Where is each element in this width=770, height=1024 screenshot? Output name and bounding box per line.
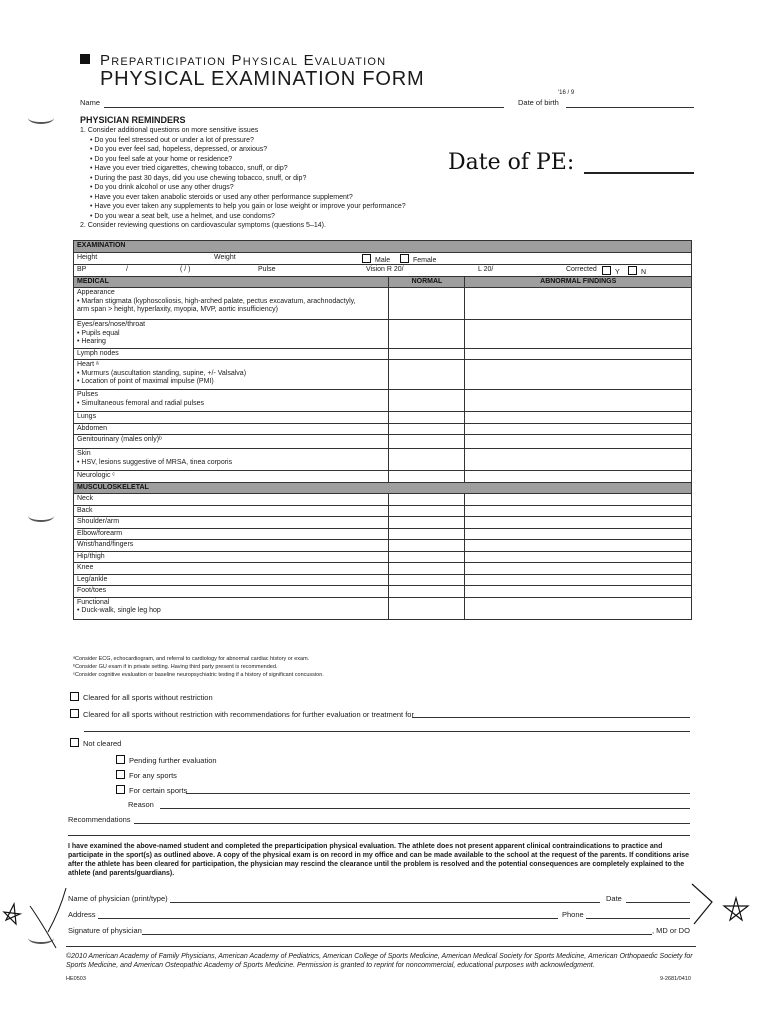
exam-row-label: Back [74,505,389,517]
row-detail: • Marfan stigmata (kyphoscoliosis, high-arched palate, pectus excavatum, arachnodactyly, [77,297,356,305]
female-checkbox[interactable] [400,254,409,263]
bullet-square-icon [80,54,90,64]
row-title: Pulses [77,391,99,398]
normal-cell[interactable] [389,348,465,360]
normal-cell[interactable] [389,390,465,412]
exam-row-label [74,320,389,349]
row-detail: arm span > height, hyperlaxity, myopia, MVP, aortic insufficiency) [77,306,278,313]
name-field[interactable] [104,107,504,108]
reminder-bullet: • Do you ever feel sad, hopeless, depressed, or anxious? [90,146,268,153]
musculoskeletal-header: MUSCULOSKELETAL [74,482,692,494]
normal-cell[interactable] [389,528,465,540]
handwritten-date-of-pe: Date of PE: [448,150,575,175]
phone-field[interactable] [586,918,690,919]
exam-row-label [74,449,389,471]
exam-row-label: Lymph nodes [74,348,389,360]
exam-row-label: Lungs [74,412,389,424]
reason-label-wrap [128,800,154,809]
cleared-with-recs-checkbox[interactable] [70,709,79,718]
form-title: PHYSICAL EXAMINATION FORM [100,68,425,90]
abnormal-cell[interactable] [465,449,692,471]
dob-label: Date of birth [518,98,559,107]
exam-row-label: Hip/thigh [74,551,389,563]
abnormal-cell[interactable] [465,435,692,449]
pulse-label: Pulse [258,265,276,273]
recommendations-line[interactable] [134,823,690,824]
exam-row-label: Elbow/forearm [74,528,389,540]
cleared-checkbox[interactable] [70,692,79,701]
medical-header: MEDICAL [74,276,389,288]
reminder-item: 2. Consider reviewing questions on cardiovascular symptoms (questions 5–14). [80,222,326,229]
signature-label: Signature of physician [68,926,142,935]
pending-label: Pending further evaluation [129,756,217,765]
copyright-notice: ©2010 American Academy of Family Physicians, American Academy of Pediatrics, American College of Sports Medicine, American Medical Society for Sports Medicine, American Orthopaedic Society for Sports Medicine, and American Osteopathic Academy of Sports Medicine. Permission is granted to reprint for noncommercial, educational purposes with acknowledgment. [66,953,693,969]
cleared-recs-line-2[interactable] [84,731,690,732]
certain-sports-line[interactable] [186,793,690,794]
corrected-no-checkbox[interactable] [628,266,637,275]
recommendations-label-wrap [68,815,131,824]
row-detail: • Murmurs (auscultation standing, supine, +/- Valsalva) [77,369,247,377]
normal-cell[interactable] [389,320,465,349]
normal-cell[interactable] [389,517,465,529]
reminder-bullet: • Do you wear a seat belt, use a helmet, and use condoms? [90,212,275,220]
physician-name-field[interactable] [170,902,600,903]
certain-sports-checkbox[interactable] [116,785,125,794]
any-sports-label: For any sports [129,771,177,780]
date-of-pe-line[interactable] [584,172,694,174]
row-detail: • Duck-walk, single leg hop [77,607,161,614]
exam-row-label [74,390,389,412]
abnormal-cell[interactable] [465,586,692,598]
abnormal-cell[interactable] [465,540,692,552]
reminder-bullet: • During the past 30 days, did you use chewing tobacco, snuff, or dip? [90,174,307,182]
normal-cell[interactable] [389,597,465,619]
any-sports-checkbox[interactable] [116,770,125,779]
recommendations-label: Recommendations [68,815,131,824]
exam-row-label: Neurologic ᶜ [74,471,389,483]
not-cleared-checkbox[interactable] [70,738,79,747]
sig-date-field[interactable] [626,902,690,903]
corrected-label: Corrected [566,265,597,273]
address-field[interactable] [98,918,558,919]
normal-cell[interactable] [389,449,465,471]
normal-header: NORMAL [389,276,465,288]
corrected-yes-checkbox[interactable] [602,266,611,275]
height-label: Height [77,253,98,261]
reminder-bullet: • Do you drink alcohol or use any other drugs? [90,184,234,191]
exam-row-label [74,288,389,320]
hand-drawn-star-left-icon [0,880,80,960]
vision-right-label: Vision R 20/ [366,265,404,273]
cleared-label: Cleared for all sports without restriction [83,693,213,702]
exam-row-label: Genitourinary (males only)ᵇ [74,435,389,449]
md-do-label: , MD or DO [652,926,690,935]
normal-cell[interactable] [389,423,465,435]
exam-row-label: Neck [74,494,389,506]
footnote: ᶜConsider cognitive evaluation or baseline neuropsychiatric testing if a history of significant concussion. [73,672,324,678]
reminder-bullet: • Have you ever taken anabolic steroids or used any other performance supplement? [90,193,353,201]
phone-label-wrap [562,910,584,919]
margin-mark [28,112,54,124]
yes-label: Y [615,268,620,276]
reminder-bullet: • Do you feel safe at your home or residence? [90,155,233,163]
abnormal-cell[interactable] [465,288,692,320]
recommendations-line-2[interactable] [68,835,690,836]
pending-option[interactable] [116,755,217,765]
sig-date-label: Date [606,894,622,903]
abnormal-cell[interactable] [465,551,692,563]
name-label: Name [80,98,101,107]
abnormal-cell[interactable] [465,348,692,360]
footnote: ᵃConsider ECG, echocardiogram, and referral to cardiology for abnormal cardiac history or exam. [73,656,310,662]
physician-name-label-wrap [68,894,168,903]
abnormal-cell[interactable] [465,494,692,506]
exam-row-label: Foot/toes [74,586,389,598]
reminder-bullet: • Have you ever taken any supplements to help you gain or lose weight or improve your performance? [90,203,406,210]
clearance-opt3[interactable] [70,738,121,748]
phone-label: Phone [562,910,584,919]
certain-sports-label: For certain sports [129,786,188,795]
abnormal-cell[interactable] [465,517,692,529]
abnormal-cell[interactable] [465,528,692,540]
row-detail: • Hearing [77,338,106,345]
normal-cell[interactable] [389,574,465,586]
form-subtitle [80,52,386,69]
bp-separator: / [126,265,128,273]
row-title: Heart ᵃ [77,361,99,368]
abnormal-cell[interactable] [465,574,692,586]
address-label: Address [68,910,96,919]
physician-name-label: Name of physician (print/type) [68,894,168,903]
reminders-heading: PHYSICIAN REMINDERS [80,115,186,125]
corrected-no[interactable] [628,266,646,278]
abnormal-cell[interactable] [465,471,692,483]
not-cleared-label: Not cleared [83,739,122,748]
footer-rule [66,946,696,947]
row-detail: • Simultaneous femoral and radial pulses [77,399,204,407]
normal-cell[interactable] [389,412,465,424]
exam-row-label [74,360,389,390]
clearance-opt1[interactable] [70,692,213,702]
row-detail: • Pupils equal [77,329,120,337]
exam-row-label: Wrist/hand/fingers [74,540,389,552]
male-label: Male [375,256,391,264]
reminder-bullet: • Do you feel stressed out or under a lot of pressure? [90,136,254,144]
abnormal-cell[interactable] [465,390,692,412]
female-label: Female [413,256,437,264]
row-detail: • Location of point of maximal impulse (PMI) [77,378,214,385]
margin-mark [28,510,54,522]
form-code-right: 9-2681/0410 [660,976,691,982]
abnormal-cell[interactable] [465,320,692,349]
reason-label: Reason [128,800,154,809]
abnormal-cell[interactable] [465,412,692,424]
abnormal-cell[interactable] [465,423,692,435]
reminder-item: 1. Consider additional questions on more sensitive issues [80,127,259,134]
cleared-with-recs-label: Cleared for all sports without restriction with recommendations for further evaluation or treatment for [83,710,414,719]
no-label: N [641,268,647,276]
exam-row-label: Abdomen [74,423,389,435]
normal-cell[interactable] [389,494,465,506]
examination-header: EXAMINATION [74,241,692,253]
footnote: ᵇConsider GU exam if in private setting. Having third party present is recommended. [73,664,278,670]
any-sports-option[interactable] [116,770,177,780]
normal-cell[interactable] [389,563,465,575]
certain-sports-option[interactable] [116,785,187,795]
abnormal-cell[interactable] [465,360,692,390]
normal-cell[interactable] [389,540,465,552]
normal-cell[interactable] [389,471,465,483]
pending-checkbox[interactable] [116,755,125,764]
abnormal-cell[interactable] [465,597,692,619]
hand-drawn-star-right-icon [690,880,766,940]
dob-scrawl: '16 / 9 [558,90,575,96]
footnotes [73,655,324,679]
reason-line[interactable] [160,808,690,809]
md-do-wrap [652,926,690,935]
signature-field[interactable] [142,934,652,935]
dob-field[interactable] [566,107,694,108]
normal-cell[interactable] [389,360,465,390]
row-title: Functional [77,598,110,606]
exam-row-label: Leg/ankle [74,574,389,586]
corrected-yes[interactable] [602,266,620,278]
abnormal-cell[interactable] [465,505,692,517]
bp-label: BP [77,265,87,273]
height-weight-row [74,252,692,264]
reminder-bullet: • Have you ever tried cigarettes, chewing tobacco, snuff, or dip? [90,165,288,172]
male-checkbox[interactable] [362,254,371,263]
normal-cell[interactable] [389,435,465,449]
abnormal-header: ABNORMAL FINDINGS [465,276,692,288]
row-title: Skin [77,450,91,457]
exam-row-label: Shoulder/arm [74,517,389,529]
attestation-paragraph: I have examined the above-named student and completed the preparticipation physical evaluation. The athlete does not present apparent clinical contraindications to practice and participate in the sport(s) as outlined above. A copy of the physical exam is on record in my office and can be made available to the school at the request of the parents. If conditions arise after the athlete has been cleared for participation, the physician may rescind the clearance until the problem is resolved and the potential consequences are completely explained to the athlete (and parents/guardians). [68,843,690,877]
form-code-left: HE0503 [66,976,86,982]
examination-table [73,240,692,620]
clearance-opt2[interactable] [70,709,414,719]
normal-cell[interactable] [389,586,465,598]
vitals-row [74,264,692,276]
exam-row-label [74,597,389,619]
normal-cell[interactable] [389,505,465,517]
exam-row-label: Knee [74,563,389,575]
reminders-list [80,126,406,231]
date-label-wrap [606,894,622,903]
cleared-recs-line[interactable] [412,717,690,718]
abnormal-cell[interactable] [465,563,692,575]
row-title: Appearance [77,289,115,296]
weight-label: Weight [214,253,236,261]
normal-cell[interactable] [389,551,465,563]
form-subtitle-text: Preparticipation Physical Evaluation [100,52,387,69]
row-detail: • HSV, lesions suggestive of MRSA, tinea corporis [77,458,233,466]
vision-left-label: L 20/ [478,265,494,273]
row-title: Eyes/ears/nose/throat [77,321,146,328]
normal-cell[interactable] [389,288,465,320]
bp-repeat: ( / ) [180,265,191,273]
